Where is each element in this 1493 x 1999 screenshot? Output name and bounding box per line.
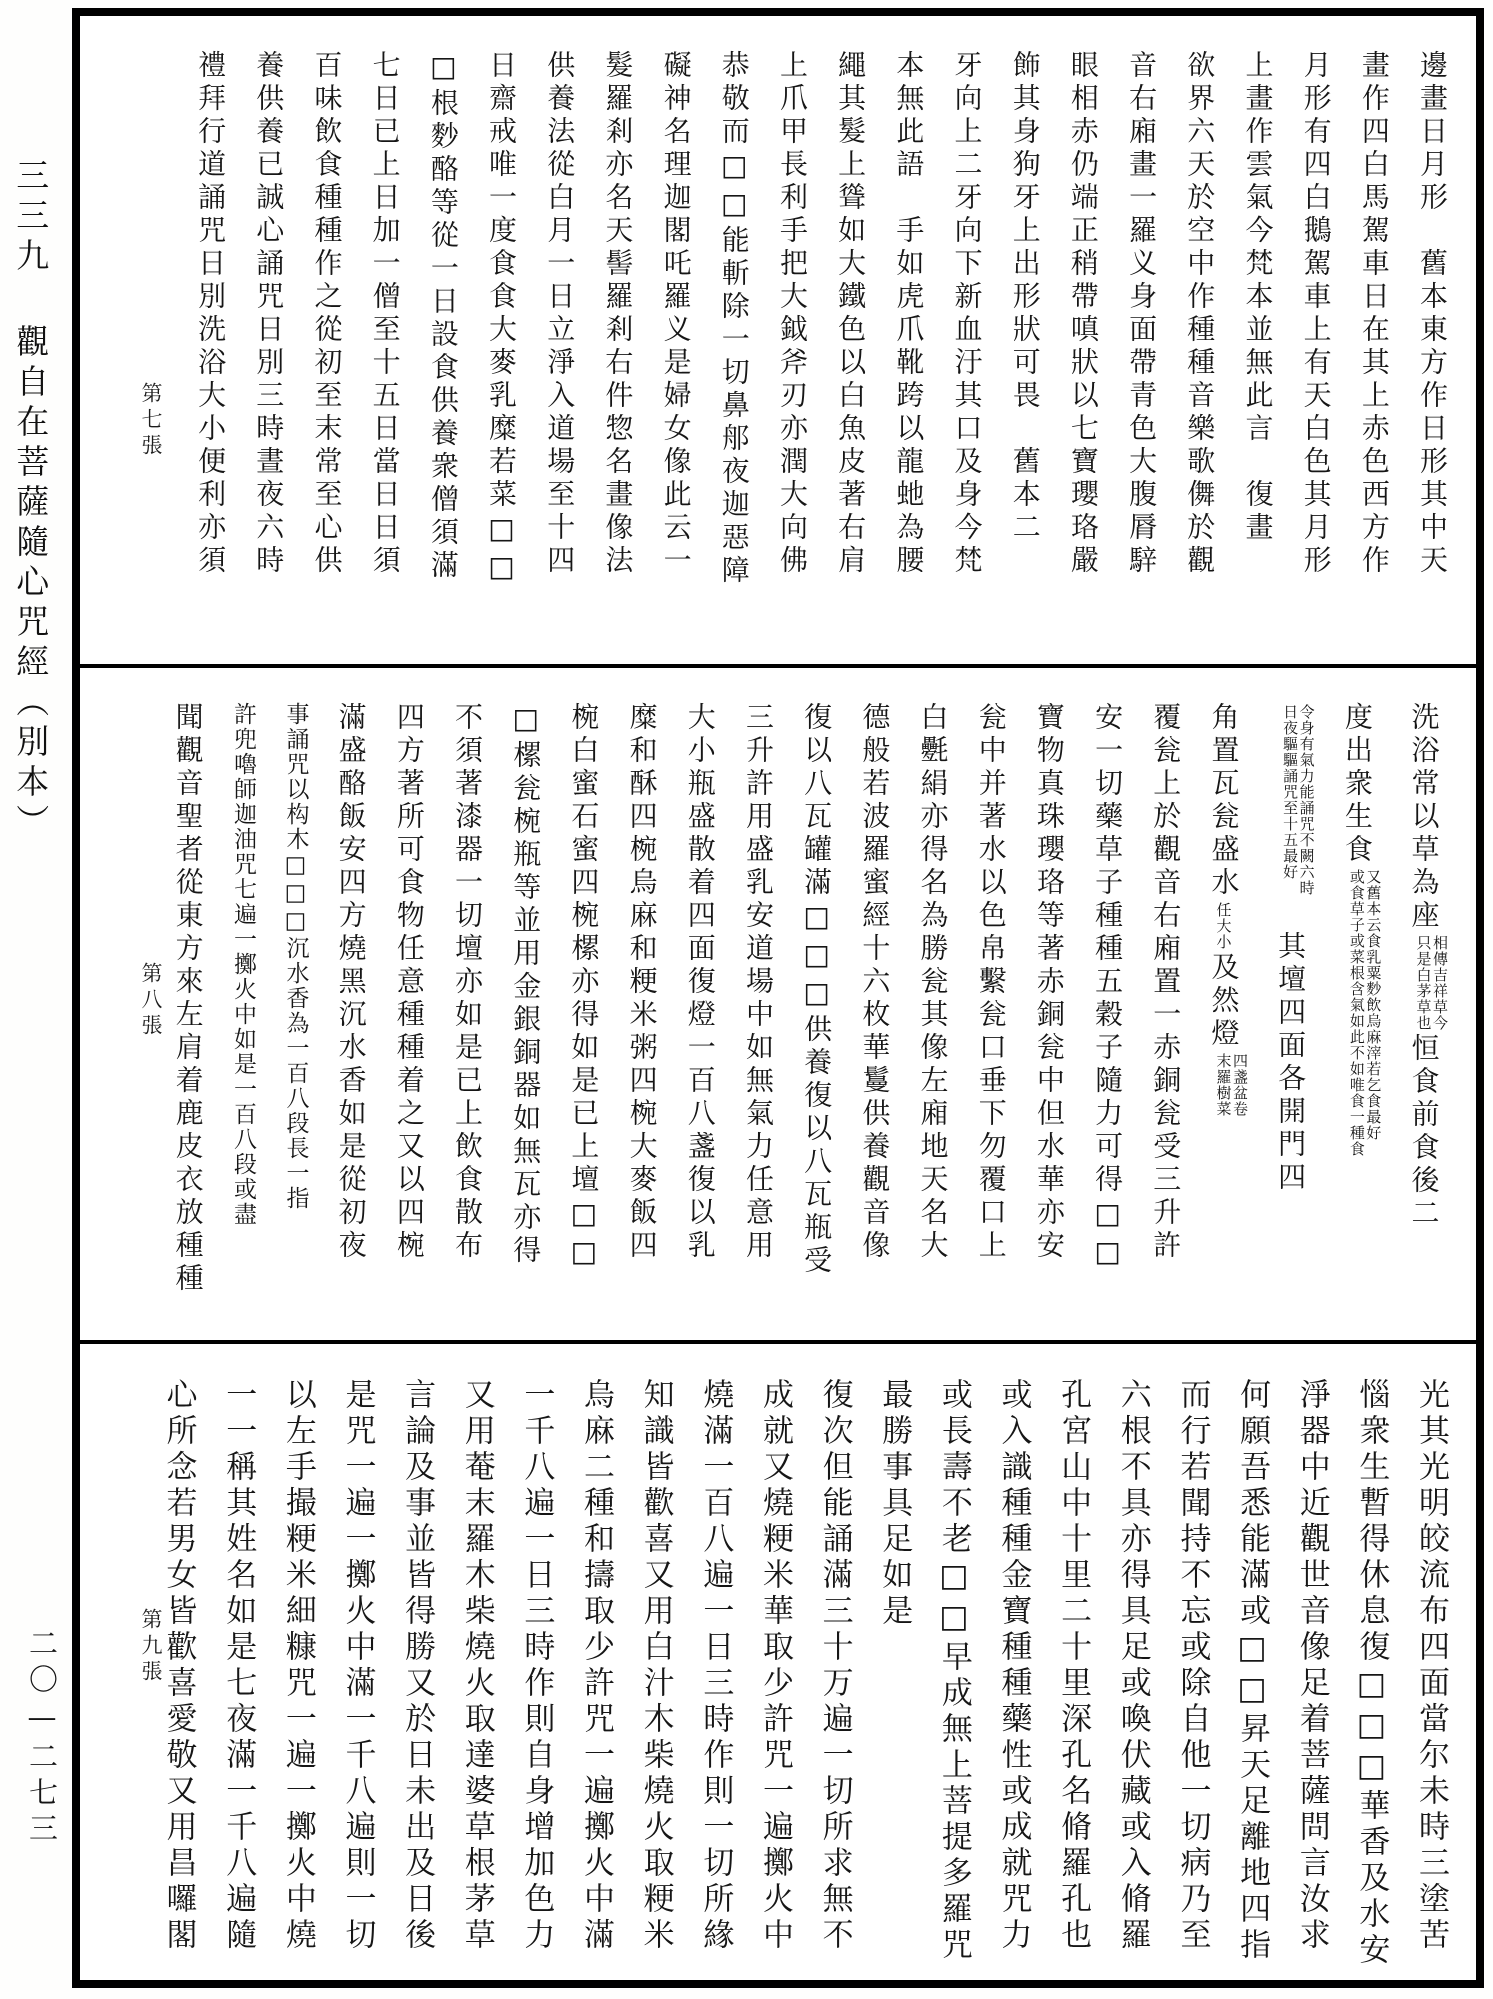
- edition-label: （別本）: [11, 684, 51, 844]
- text-column: 繩其髮上聳如大鐵色以白魚皮著右肩: [834, 50, 868, 578]
- text-column: 畫作四白馬駕車日在其上赤色西方作: [1357, 50, 1391, 578]
- text-column: 邊畫日月形 舊本東方作日形其中天: [1416, 50, 1449, 578]
- text-column: 大小瓶盛散着四面復燈一百八盞復以乳: [683, 702, 717, 1263]
- text-column: 牙向上二牙向下新血汙其口及身今梵: [950, 50, 984, 578]
- text-column: 最勝事具足如是: [876, 1378, 913, 1630]
- text-column: 上爪甲長利手把大鉞斧刃亦潤大向佛: [775, 50, 809, 578]
- text-column: 或長壽不老□□早成無上菩提多羅咒: [935, 1378, 972, 1964]
- document-number: 三三九: [11, 158, 51, 278]
- text-column: 寶物真珠瓔珞等著赤銅瓮中但水華亦安: [1032, 702, 1066, 1263]
- register-bottom: [80, 1344, 1476, 1980]
- text-column: 角置瓦瓮盛水任大小及然燈四盞盆卷 末羅樹菜: [1207, 702, 1249, 1117]
- text-column: 心所念若男女皆歡喜愛敬又用昌囉閣: [160, 1378, 197, 1954]
- text-column: 又用菴末羅木柴燒火取達婆草根茅草: [458, 1378, 495, 1954]
- interlinear-note: 又舊本云食乳粟麨飲烏麻滓若乞食最好 或食草子或菜根含氣如此不如唯食一種食: [1347, 869, 1383, 1157]
- text-column: 六根不具亦得具足或喚伏藏或入脩羅: [1114, 1378, 1151, 1954]
- text-column: 髮羅剎亦名天髻羅剎右件惣名畫像法: [601, 50, 635, 578]
- text-column: 糜和酥四椀烏麻和粳米粥四椀大麥飯四: [625, 702, 659, 1263]
- text-columns: [171, 702, 1448, 1332]
- text-column: 不須著漆器一切壇亦如是已上飲食散布: [451, 702, 484, 1263]
- text-column: 禮拜行道誦咒日別洗浴大小便利亦須: [194, 50, 228, 578]
- text-column: 月形有四白鵝駕車上有天白色其月形: [1299, 50, 1333, 578]
- interlinear-note: 令身有氣力能誦咒不闕六時 日夜驅驅誦咒至十五最好: [1281, 704, 1316, 896]
- text-column: 許兜嚕師迦油咒七遍一擲火中如是一百八段或盡: [230, 702, 256, 1227]
- text-column: 飾其身狗牙上出形狀可畏 舊本二: [1008, 50, 1042, 545]
- sheet-note: 第九張: [139, 1608, 163, 1686]
- text-column: 成就又燒粳米華取少許咒一遍擲火中: [756, 1378, 793, 1954]
- text-column: 滿盛酪飯安四方燒黑沉水香如是從初夜: [334, 702, 368, 1263]
- text-column: 德般若波羅蜜經十六枚華鬘供養觀音像: [858, 702, 892, 1263]
- text-column: 何願吾悉能滿或□□昇天足離地四指: [1234, 1378, 1271, 1964]
- text-column: 烏麻二種和擣取少許咒一遍擲火中滿: [578, 1378, 615, 1954]
- text-column: 欲界六天於空中作種種音樂歌儛於觀: [1183, 50, 1217, 578]
- text-column: 養供養已誠心誦咒日別三時晝夜六時: [252, 50, 286, 578]
- text-column: 度出衆生食又舊本云食乳粟麨飲烏麻滓若乞食最好 或食草子或菜根含氣如此不如唯食一種食: [1340, 702, 1383, 1157]
- text-column: 礙神名理迦閣吒羅义是婦女像此云一: [659, 50, 693, 578]
- text-column: 而行若聞持不忘或除自他一切病乃至: [1174, 1378, 1211, 1954]
- text-column: 復以八瓦罐滿□□□供養復以八瓦瓶受: [800, 702, 834, 1278]
- interlinear-note: 任大小: [1214, 902, 1233, 950]
- text-column: 孔宮山中十里二十里深孔名脩羅孔也: [1055, 1378, 1092, 1954]
- text-column: 音右廂畫一羅义身面帶青色大腹脣騂: [1125, 50, 1159, 578]
- text-column: 百味飲食種種作之從初至末常至心供: [310, 50, 344, 578]
- text-column: □樏瓮椀瓶等並用金銀銅器如無瓦亦得: [509, 702, 543, 1268]
- text-column: 淨器中近觀世音像足着菩薩問言汝求: [1293, 1378, 1330, 1954]
- text-column: 覆瓮上於觀音右廂置一赤銅瓮受三升許: [1149, 702, 1183, 1263]
- sutra-title: 觀自在菩薩隨心咒經: [11, 324, 51, 684]
- text-column: 一千八遍一日三時作則自身增加色力: [518, 1378, 555, 1954]
- text-column: 復次但能誦滿三十万遍一切所求無不: [816, 1378, 853, 1954]
- text-column: 供養法從白月一日立淨入道場至十四: [543, 50, 577, 578]
- text-column: 洗浴常以草為座相傳吉祥草今 只是白茅草也恒食前食後二: [1407, 702, 1449, 1231]
- text-column: 惱衆生暫得休息復□□□華香及水安: [1353, 1378, 1390, 1969]
- text-column: 光其光明皎流布四面當尔未時三塗苦: [1413, 1378, 1449, 1954]
- text-column: 七日已上日加一僧至十五日當日日須: [368, 50, 402, 578]
- sheet-note: 第七張: [139, 382, 163, 460]
- text-column: 以左手撮粳米細糠咒一遍一擲火中燒: [279, 1378, 316, 1954]
- text-column: 聞觀音聖者從東方來左肩着鹿皮衣放種種: [171, 702, 205, 1296]
- text-column: 白氎絹亦得名為勝瓮其像左廂地天名大: [916, 702, 950, 1263]
- volume-page-number: 二〇—二七三: [25, 1628, 59, 1849]
- text-column: 一一稱其姓名如是七夜滿一千八遍隨: [220, 1378, 257, 1954]
- text-column: 四方著所可食物任意種種着之又以四椀: [392, 702, 426, 1263]
- register-top: [80, 16, 1476, 668]
- text-column: 或入識種種金寶種種藥性或成就咒力: [995, 1378, 1032, 1954]
- text-column: 上畫作雲氣今梵本並無此言 復畫: [1241, 50, 1275, 545]
- text-column: □根麨酪等從一日設食供養衆僧須滿: [426, 50, 460, 583]
- register-middle: [80, 668, 1476, 1344]
- text-column: 言論及事並皆得勝又於日未出及日後: [399, 1378, 436, 1954]
- margin-title: [11, 158, 51, 844]
- page-frame: [72, 8, 1484, 1988]
- text-column: 事誦咒以构木□□□沉水香為一百八段長一指: [282, 702, 309, 1211]
- text-column: 是咒一遍一擲火中滿一千八遍則一切: [339, 1378, 376, 1954]
- text-columns: [160, 1378, 1448, 1972]
- text-column: 恭敬而□□能斬除一切鼻郍夜迦惡障: [717, 50, 751, 588]
- text-column: 三升許用盛乳安道場中如無氣力任意用: [741, 702, 775, 1263]
- sheet-note: 第八張: [139, 962, 163, 1040]
- text-column: 安一切藥草子種種五穀子隨力可得□□: [1091, 702, 1125, 1273]
- text-column: 瓮中并著水以色帛繫瓮口垂下勿覆口上: [974, 702, 1008, 1263]
- text-column: 令身有氣力能誦咒不闕六時 日夜驅驅誦咒至十五最好 其壇四面各開門四: [1274, 704, 1316, 1195]
- text-column: 椀白蜜石蜜四椀樏亦得如是已上壇□□: [567, 702, 601, 1273]
- text-column: 本無此語 手如虎爪靴跨以龍虵為腰: [892, 50, 926, 578]
- text-column: 知識皆歡喜又用白汁木柴燒火取粳米: [637, 1378, 674, 1954]
- interlinear-note: 相傳吉祥草今 只是白茅草也: [1414, 935, 1449, 1031]
- text-columns: [194, 50, 1448, 656]
- text-column: 燒滿一百八遍一日三時作則一切所緣: [697, 1378, 734, 1954]
- text-column: 眼相赤仍端正稍帶嗔狀以七寶瓔珞嚴: [1066, 50, 1100, 578]
- interlinear-note: 四盞盆卷 末羅樹菜: [1214, 1053, 1249, 1117]
- text-column: 日齋戒唯一度食食大麥乳糜若菜□□: [485, 50, 518, 588]
